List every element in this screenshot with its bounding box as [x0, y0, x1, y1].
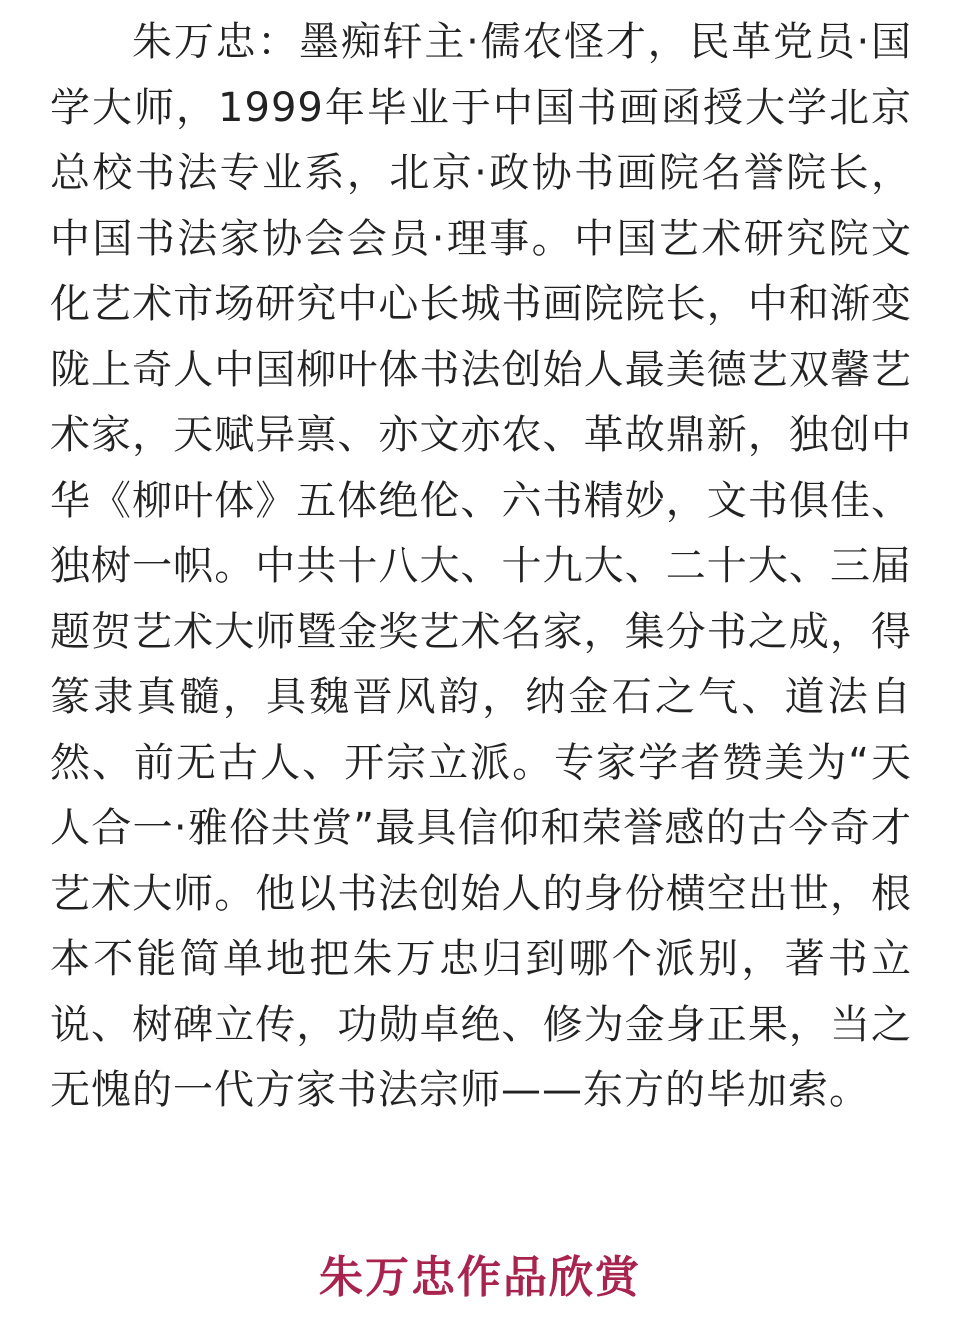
biography-paragraph: 朱万忠：墨痴轩主·儒农怪才，民革党员·国学大师，1999年毕业于中国书画函授大学北京总校书法专业系，北京·政协书画院名誉院长，中国书法家协会会员·理事。中国艺术研究院文化艺术市场研究中心长城书画院院长，中和渐变陇上奇人中国柳叶体书法创始人最美德艺双馨艺术家，天赋异禀、亦文亦农、革故鼎新，独创中华《柳叶体》五体绝伦、六书精妙，文书俱佳、独树一帜。中共十八大、十九大、二十大、三届题贺艺术大师暨金奖艺术名家，集分书之成，得篆隶真髓，具魏晋风韵，纳金石之气、道法自然、前无古人、开宗立派。专家学者赞美为“天人合一·雅俗共赏”最具信仰和荣誉感的古今奇才艺术大师。他以书法创始人的身份横空出世，根本不能简单地把朱万忠归到哪个派别，著书立说、树碑立传，功勋卓绝、修为金身正果，当之无愧的一代方家书法宗师——东方的毕加索。 — [50, 19, 912, 1113]
section-title: 朱万忠作品欣赏 — [319, 1252, 641, 1303]
